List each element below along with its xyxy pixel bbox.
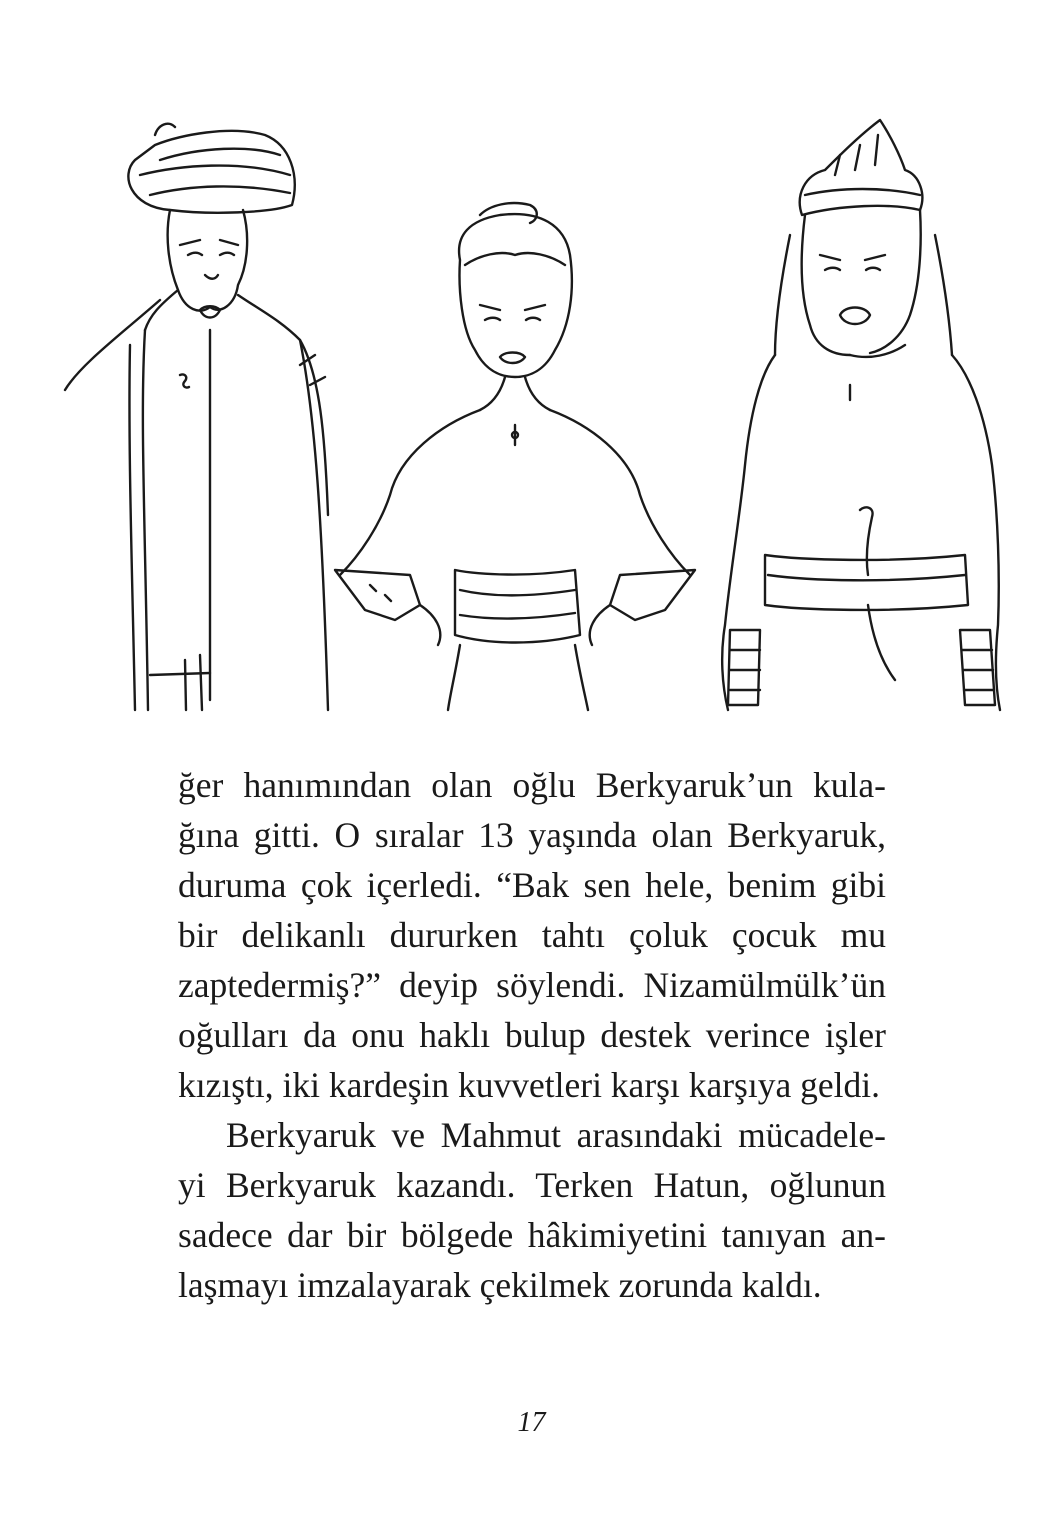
text-line: ğına gitti. O sıralar 13 yaşında olan Berkyaruk, xyxy=(178,815,886,855)
text-line: Berkyaruk ve Mahmut arasındaki mücadele- xyxy=(226,1115,886,1155)
helmeted-warrior-figure xyxy=(722,120,1000,710)
text-line: yi Berkyaruk kazandı. Terken Hatun, oğlunun xyxy=(178,1165,886,1205)
text-line: kızıştı, iki kardeşin kuvvetleri karşı karşıya geldi. xyxy=(178,1065,880,1105)
text-line: oğulları da onu haklı bulup destek verince işler xyxy=(178,1015,886,1055)
bearded-vizier-figure xyxy=(65,124,328,710)
text-line: laşmayı imzalayarak çekilmek zorunda kaldı. xyxy=(178,1265,822,1305)
page-number: 17 xyxy=(517,1407,546,1438)
illustration xyxy=(60,115,1010,715)
paragraph-2 xyxy=(178,1110,886,1310)
text-line: duruma çok içerledi. “Bak sen hele, benim gibi xyxy=(178,865,886,905)
young-prince-figure xyxy=(335,203,695,710)
text-line: bir delikanlı dururken tahtı çoluk çocuk mu xyxy=(178,915,886,955)
body-text xyxy=(178,760,886,1310)
text-line: zaptedermiş?” deyip söylendi. Nizamülmülk’ün xyxy=(178,965,886,1005)
text-line: sadece dar bir bölgede hâkimiyetini tanıyan an- xyxy=(178,1215,886,1255)
text-line: ğer hanımından olan oğlu Berkyaruk’un kula- xyxy=(178,765,886,805)
paragraph-1 xyxy=(178,760,886,1110)
